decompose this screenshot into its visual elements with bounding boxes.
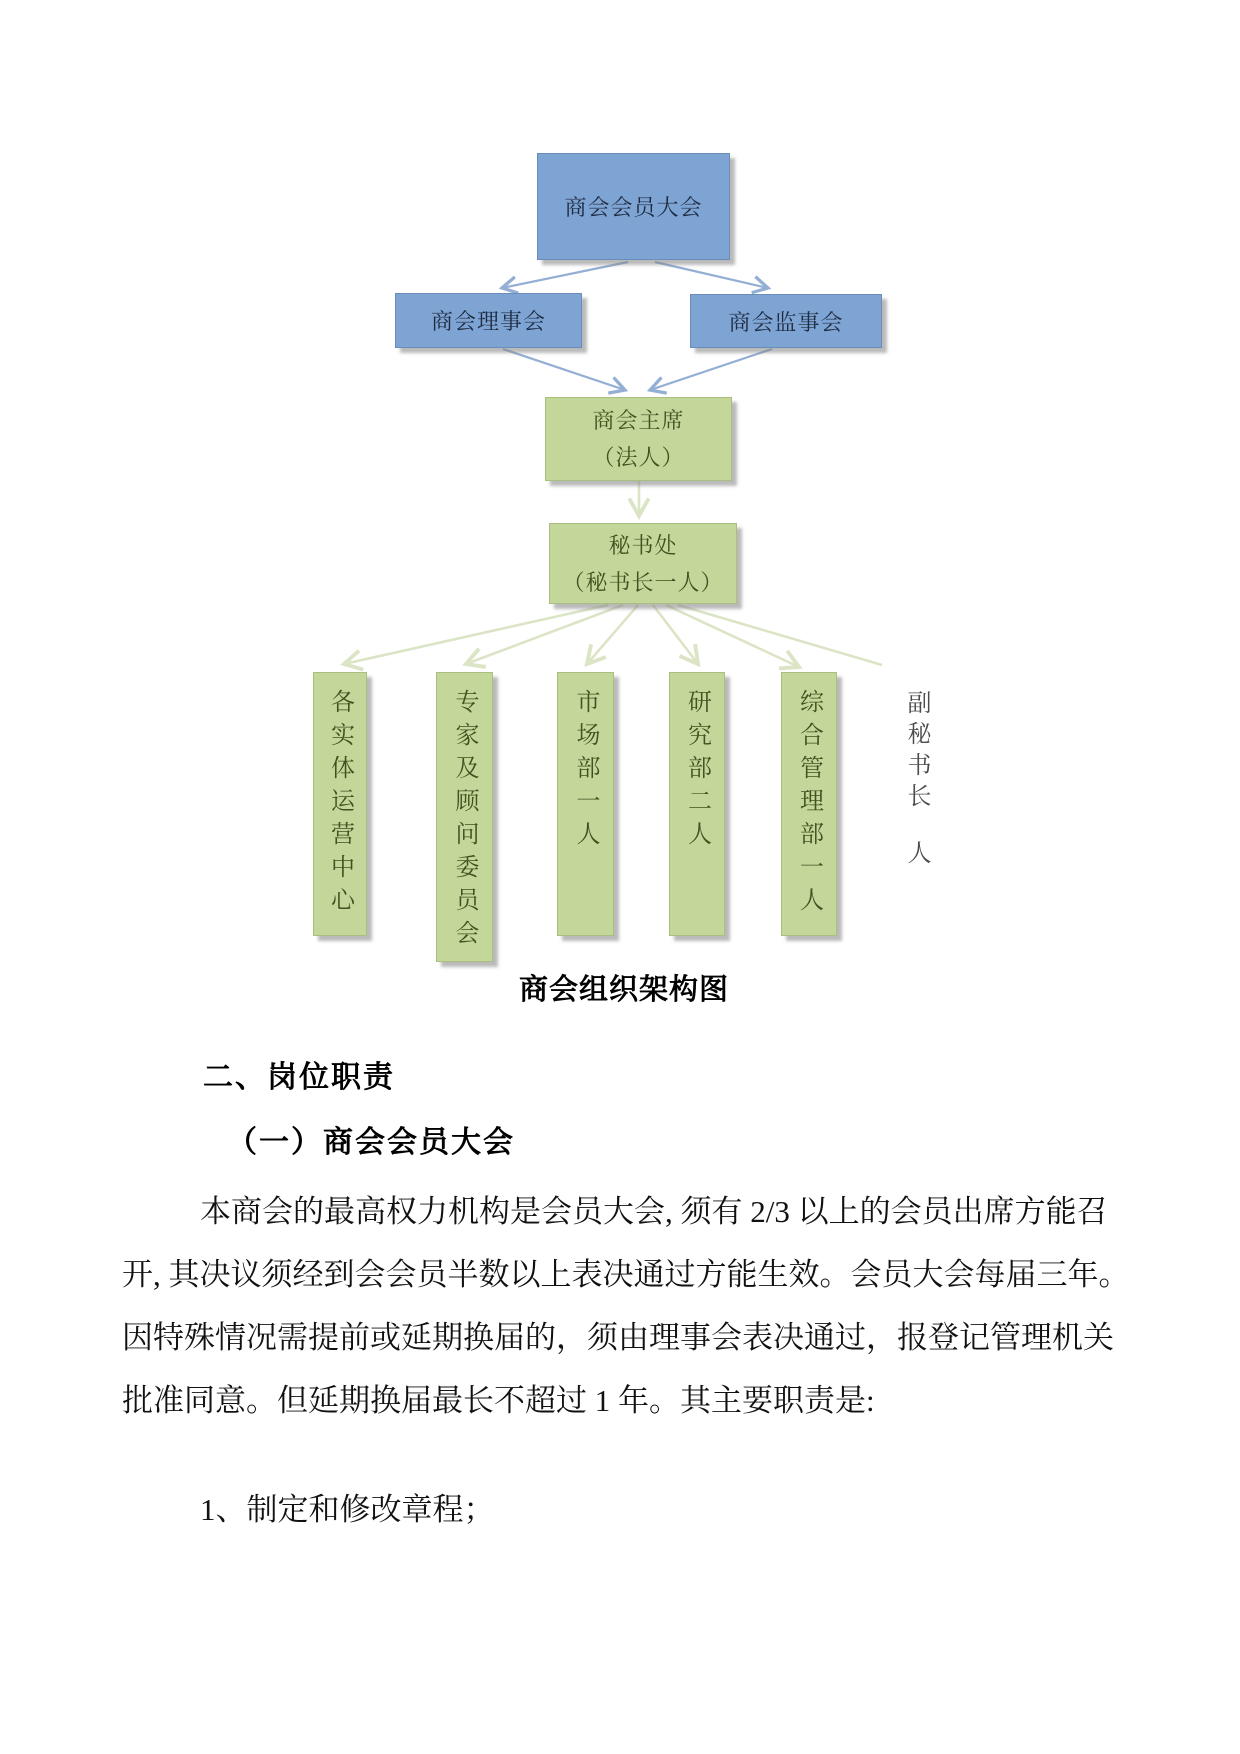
node-dept-general-admin [781,672,837,936]
paragraph-line: 开, 其决议须经到会会员半数以上表决通过方能生效。会员大会每届三年。 [122,1257,1130,1292]
duty-list-item-1: 1、制定和修改章程； [200,1492,495,1527]
body-paragraph [122,1180,1132,1432]
node-supervisory-board-label: 商会监事会 [728,309,844,335]
node-member-assembly-label: 商会会员大会 [564,195,703,220]
node-council-label: 商会理事会 [430,309,546,334]
label-deputy-secretary-title: 副秘书长 [903,690,929,814]
node-secretariat-label-line1: 秘书处 [608,532,678,558]
node-dept-research [669,672,725,936]
paragraph-line: 本商会的最高权力机构是会员大会, 须有 2/3 以上的会员出席方能召 [200,1194,1108,1229]
node-dept-market [557,672,614,936]
node-secretariat-label-line2: （秘书长一人） [562,569,724,595]
node-council [395,293,582,348]
section-subheading: （一）商会会员大会 [227,1126,515,1159]
node-supervisory-board [690,294,882,348]
label-deputy-secretary [899,690,934,990]
node-dept-expert-committee-label: 专家及顾问委员会 [451,689,477,953]
org-chart-caption: 商会组织架构图 [519,974,730,1006]
node-dept-entity-centers [313,672,367,936]
node-dept-entity-centers-label: 各实体运营中心 [326,689,353,920]
node-chairman [545,397,732,481]
node-chairman-label-line1: 商会主席 [592,408,685,433]
section-heading: 二、岗位职责 [203,1061,395,1094]
node-member-assembly [537,153,730,260]
node-secretariat [549,523,737,604]
label-deputy-secretary-count: 人 [903,840,929,871]
node-dept-research-label: 研究部二人 [683,689,710,854]
paragraph-line: 因特殊情况需提前或延期换届的，须由理事会表决通过，报登记管理机关 [122,1320,1114,1355]
node-dept-market-label: 市场部一人 [572,689,598,854]
node-dept-general-admin-label: 综合管理部一人 [795,689,822,920]
paragraph-line: 批准同意。但延期换届最长不超过 1 年。其主要职责是: [122,1383,875,1418]
node-dept-expert-committee [436,672,493,962]
node-chairman-label-line2: （法人） [592,445,685,470]
